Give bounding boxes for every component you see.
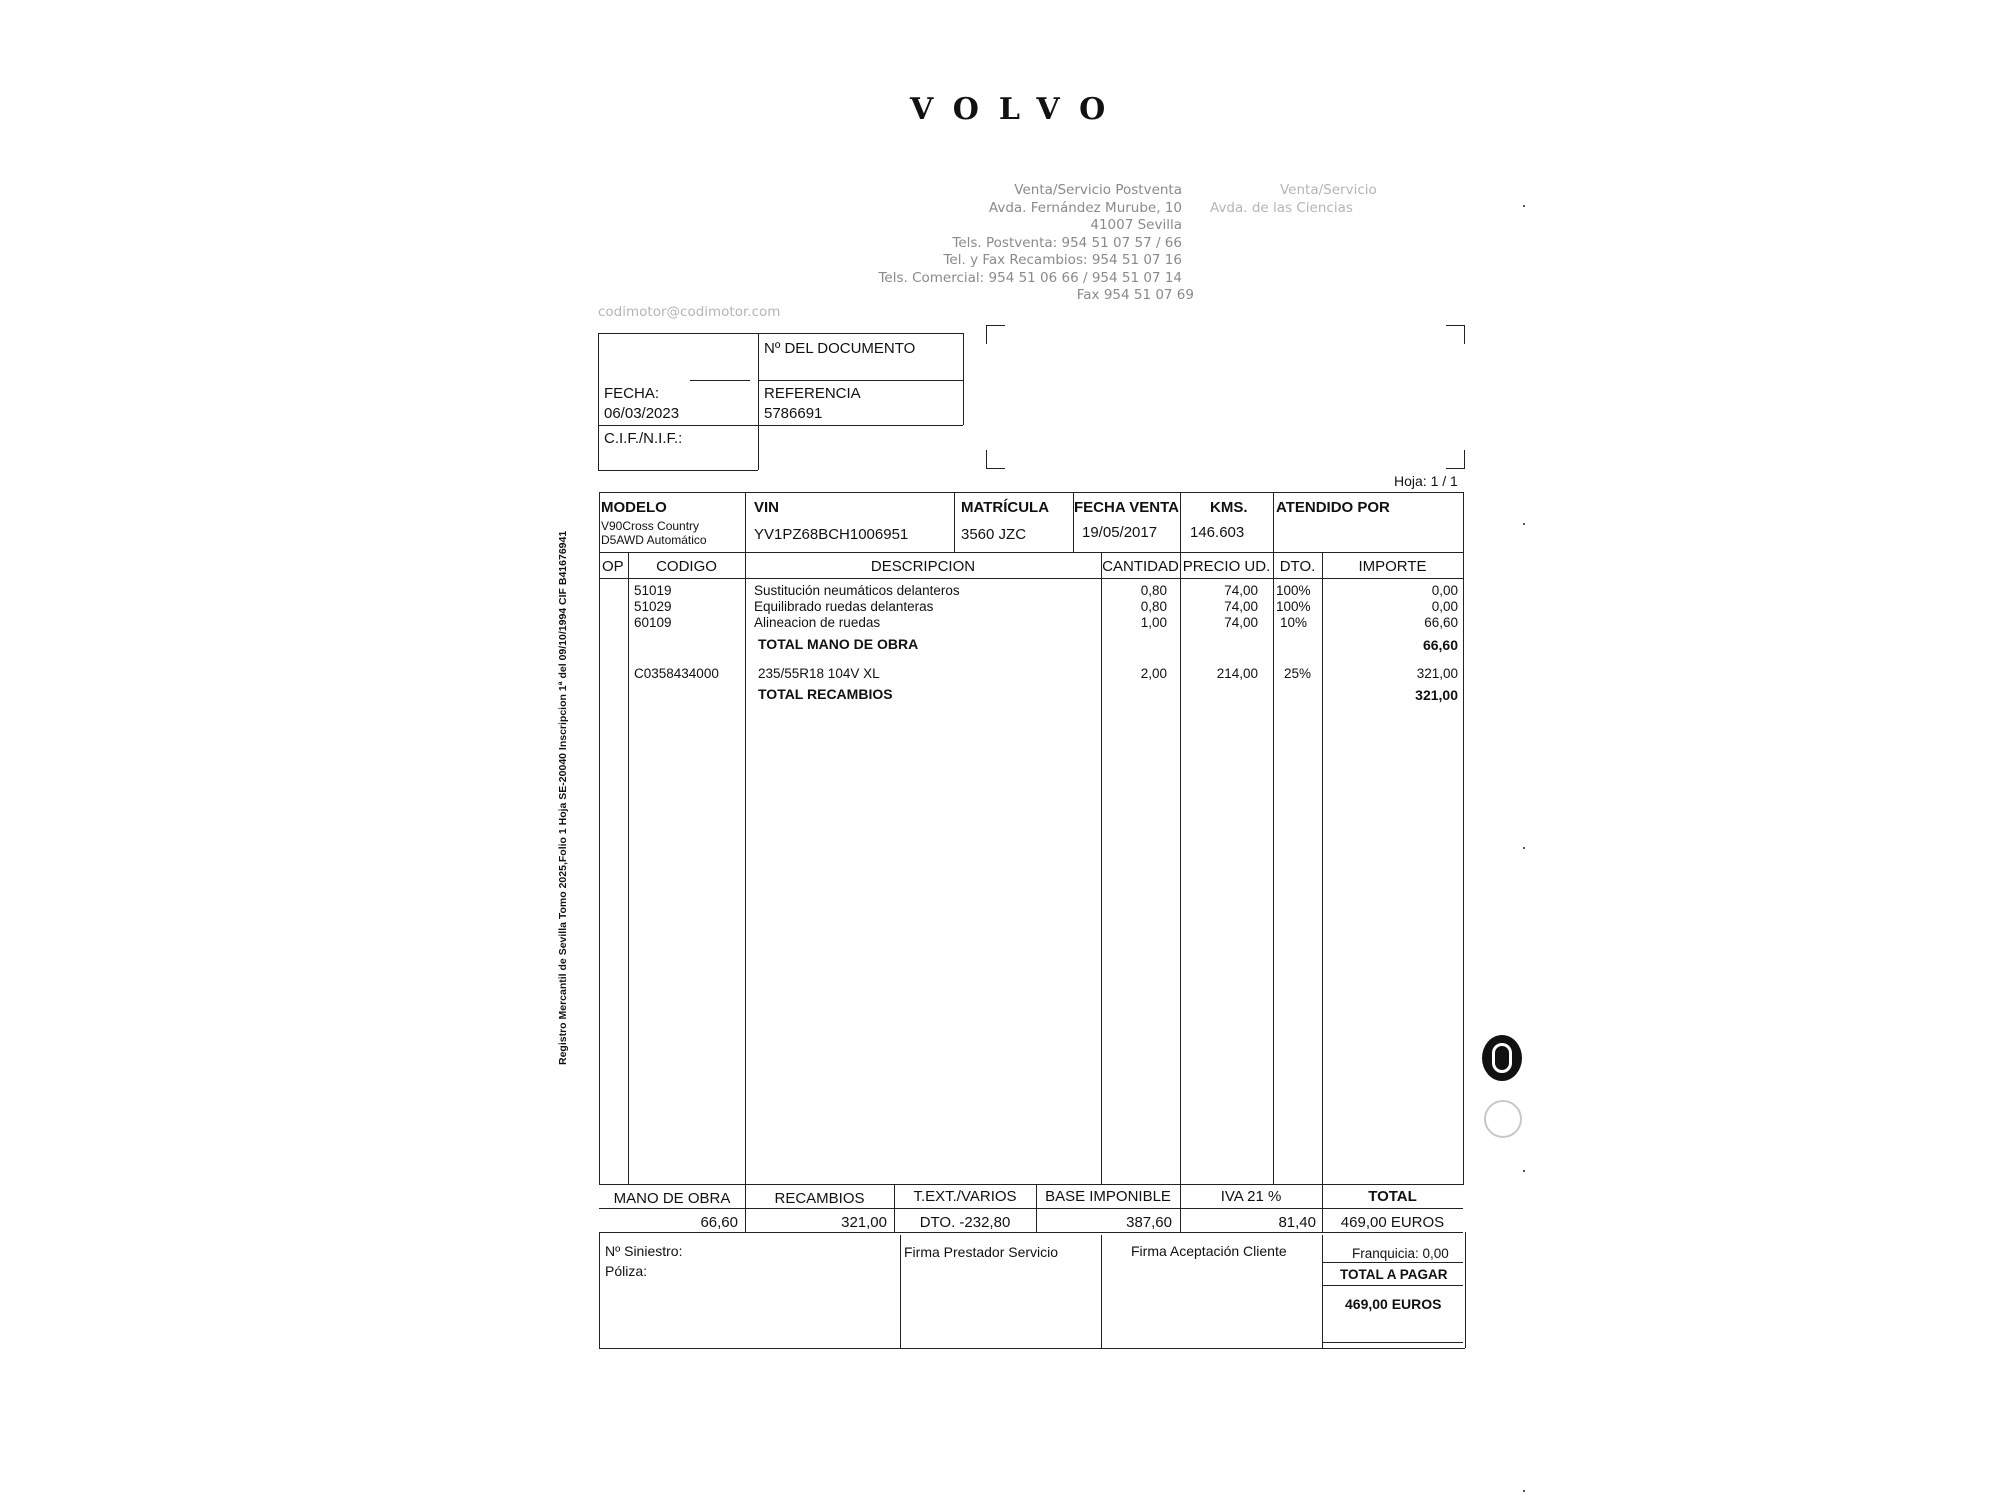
dto-value: DTO. -232,80 (919, 1214, 1011, 1231)
total-label: TOTAL (1368, 1188, 1417, 1205)
franquicia: Franquicia: 0,00 (1352, 1246, 1449, 1261)
row-dto: 100% (1276, 583, 1311, 598)
scan-dot (1523, 1490, 1525, 1492)
address-line: Venta/Servicio Postventa (1014, 182, 1182, 198)
row-descripcion: Alineacion de ruedas (754, 615, 881, 630)
matricula-value: 3560 JZC (961, 526, 1027, 543)
row-importe: 0,00 (1431, 599, 1458, 614)
base-imponible-label: BASE IMPONIBLE (1045, 1188, 1171, 1205)
col-precio: PRECIO UD. (1182, 558, 1271, 575)
window-corner (986, 450, 1005, 469)
row-dto: 25% (1284, 666, 1312, 681)
firma-prestador-label: Firma Prestador Servicio (904, 1244, 1059, 1260)
row-codigo: 51029 (634, 599, 672, 614)
col-codigo: CODIGO (656, 558, 717, 575)
total-value: 469,00 EUROS (1340, 1214, 1445, 1231)
address-line: Tels. Postventa: 954 51 07 57 / 66 (952, 234, 1182, 251)
address-line: Avda. de las Ciencias (1210, 199, 1353, 216)
total-mano-obra-value: 66,60 (1422, 637, 1458, 653)
modelo-line-1: V90Cross Country (601, 519, 700, 533)
referencia-label: REFERENCIA (764, 385, 861, 402)
recambios-label: RECAMBIOS (774, 1190, 865, 1207)
fecha-venta-label: FECHA VENTA (1074, 499, 1179, 516)
referencia-value: 5786691 (764, 405, 823, 422)
kms-value: 146.603 (1190, 524, 1245, 541)
address-line: Fax 954 51 07 69 (1076, 287, 1194, 303)
window-corner (1446, 450, 1465, 469)
scan-dot (1523, 847, 1525, 849)
poliza-label: Póliza: (605, 1263, 648, 1279)
row-descripcion: Sustitución neumáticos delanteros (754, 583, 960, 598)
row-codigo: 51019 (634, 583, 672, 598)
address-line: Tel. y Fax Recambios: 954 51 07 16 (943, 252, 1182, 268)
siniestro-label: Nº Siniestro: (605, 1243, 683, 1259)
row-precio: 74,00 (1224, 615, 1258, 630)
cif-label: C.I.F./N.I.F.: (604, 430, 683, 447)
col-descripcion: DESCRIPCION (870, 558, 976, 575)
row-cantidad: 2,00 (1140, 666, 1167, 681)
total-recambios-value: 321,00 (1415, 687, 1458, 703)
row-precio: 74,00 (1224, 583, 1258, 598)
scan-dot (1523, 1170, 1525, 1172)
scan-dot (1523, 523, 1525, 525)
row-codigo: 60109 (634, 615, 672, 630)
total-mano-obra-label: TOTAL MANO DE OBRA (758, 636, 919, 652)
row-descripcion: 235/55R18 104V XL (758, 666, 880, 681)
certification-seal-icon (1484, 1100, 1522, 1138)
row-precio: 214,00 (1216, 666, 1258, 681)
mano-obra-value: 66,60 (700, 1214, 738, 1231)
iva-value: 81,40 (1278, 1214, 1316, 1231)
row-importe: 0,00 (1431, 583, 1458, 598)
total-recambios-label: TOTAL RECAMBIOS (758, 686, 893, 702)
address-line: Avda. Fernández Murube, 10 (988, 199, 1182, 216)
window-corner (1446, 325, 1465, 344)
registry-text: Registro Mercantil de Sevilla Tomo 2025,Folio 1 Hoja SE-20040 Inscripcion 1ª del 09/10/1994 CIF B41676941 (557, 530, 569, 1065)
modelo-line-2: D5AWD Automático (601, 533, 707, 547)
modelo-label: MODELO (601, 499, 667, 516)
kms-label: KMS. (1210, 499, 1248, 516)
row-cantidad: 1,00 (1140, 615, 1167, 630)
row-precio: 74,00 (1224, 599, 1258, 614)
fecha-label: FECHA: (604, 385, 660, 402)
row-importe: 321,00 (1416, 666, 1458, 681)
address-line: 41007 Sevilla (1090, 217, 1182, 233)
row-cantidad: 0,80 (1140, 583, 1167, 598)
row-dto: 100% (1276, 599, 1311, 614)
col-cantidad: CANTIDAD (1102, 558, 1179, 575)
row-importe: 66,60 (1424, 615, 1458, 630)
row-descripcion: Equilibrado ruedas delanteras (754, 599, 934, 614)
total-pagar-label: TOTAL A PAGAR (1340, 1267, 1448, 1282)
iva-label: IVA 21 % (1220, 1188, 1282, 1205)
vin-value: YV1PZ68BCH1006951 (754, 526, 909, 543)
atendido-label: ATENDIDO POR (1276, 499, 1390, 516)
window-corner (986, 325, 1005, 344)
fecha-value: 06/03/2023 (604, 405, 680, 422)
scan-dot (1523, 205, 1525, 207)
firma-cliente-label: Firma Aceptación Cliente (1131, 1243, 1287, 1259)
col-op: OP (602, 558, 624, 575)
col-dto: DTO. (1279, 558, 1316, 575)
col-importe: IMPORTE (1358, 558, 1427, 575)
matricula-label: MATRÍCULA (961, 499, 1050, 516)
row-dto: 10% (1280, 615, 1308, 630)
quality-stamp-icon (1482, 1035, 1522, 1081)
address-line: Venta/Servicio (1280, 182, 1377, 198)
vin-label: VIN (754, 499, 780, 516)
dealer-address-2 (1210, 182, 1400, 217)
hoja: Hoja: 1 / 1 (1394, 473, 1458, 489)
email: codimotor@codimotor.com (598, 304, 781, 320)
row-codigo: C0358434000 (634, 666, 719, 681)
volvo-logo: VOLVO (910, 92, 1126, 127)
dealer-address (820, 182, 1194, 305)
base-imponible-value: 387,60 (1126, 1214, 1172, 1231)
text-varios-label: T.EXT./VARIOS (913, 1188, 1017, 1205)
address-line: Tels. Comercial: 954 51 06 66 / 954 51 07 14 (878, 269, 1182, 286)
doc-number-label: Nº DEL DOCUMENTO (764, 340, 916, 357)
total-pagar-value: 469,00 EUROS (1345, 1296, 1442, 1312)
row-cantidad: 0,80 (1140, 599, 1167, 614)
recambios-value: 321,00 (841, 1214, 887, 1231)
mano-obra-label: MANO DE OBRA (613, 1190, 731, 1207)
fecha-venta-value: 19/05/2017 (1082, 524, 1158, 541)
